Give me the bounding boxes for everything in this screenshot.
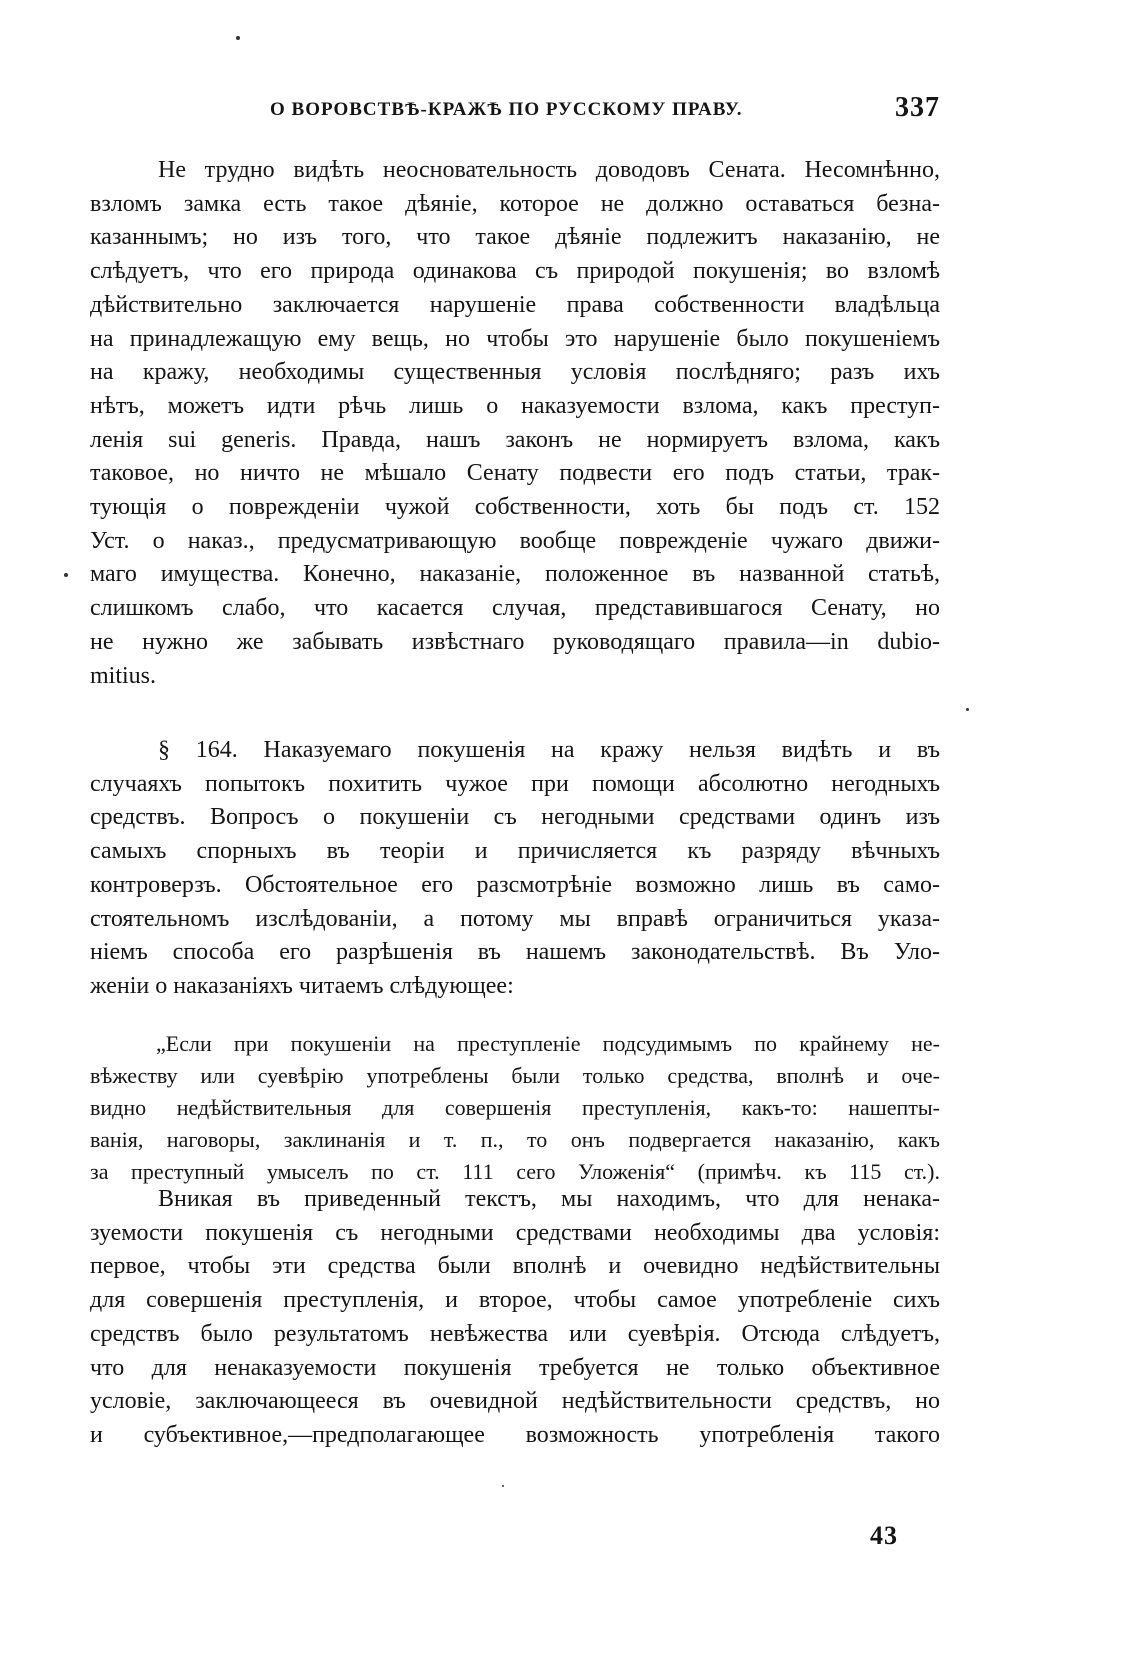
text-line: условіе, заключающееся въ очевидной недѣйствительности средствъ, но: [90, 1388, 940, 1415]
text-line: стоятельномъ изслѣдованіи, а потому мы вправѣ ограничиться указа-: [90, 905, 940, 932]
quoted-law-text: [90, 1028, 940, 1188]
text-line: слѣдуетъ, что его природа одинакова съ природой покушенія; во взломѣ: [90, 258, 940, 285]
text-line: дѣйствительно заключается нарушеніе права собственности владѣльца: [90, 291, 940, 318]
text-line: слишкомъ слабо, что касается случая, представившагося Сенату, но: [90, 595, 940, 622]
printing-speck: [502, 1485, 504, 1487]
printing-speck: [236, 36, 240, 40]
printing-speck: [64, 573, 68, 577]
paragraph-senate-arguments: [90, 154, 940, 693]
text-line: для совершенія преступленія, и второе, чтобы самое употребленіе сихъ: [90, 1287, 940, 1314]
text-line: самыхъ спорныхъ въ теоріи и причисляется къ разряду вѣчныхъ: [90, 838, 940, 865]
text-line: на кражу, необходимы существенныя условія послѣдняго; разъ ихъ: [90, 359, 940, 386]
text-line: Вникая въ приведенный текстъ, мы находимъ, что для ненака-: [158, 1186, 940, 1212]
text-line: казаннымъ; но изъ того, что такое дѣяніе подлежитъ наказанію, не: [90, 224, 940, 251]
text-line: Уст. о наказ., предусматривающую вообще поврежденіе чужаго движи-: [90, 527, 940, 554]
text-line: контроверзъ. Обстоятельное его разсмотрѣніе возможно лишь въ само-: [90, 871, 940, 898]
text-line: на принадлежащую ему вещь, но чтобы это нарушеніе было покушеніемъ: [90, 325, 940, 352]
paragraph-analysis: [90, 1183, 940, 1453]
printing-speck: [966, 708, 969, 711]
text-line: ленія sui generis. Правда, нашъ законъ не нормируетъ взлома, какъ: [90, 426, 940, 453]
text-line: случаяхъ попытокъ похитить чужое при помощи абсолютно негодныхъ: [90, 770, 940, 797]
text-line: женіи о наказаніяхъ читаемъ слѣдующее:: [90, 972, 514, 999]
text-line: средствъ было результатомъ невѣжества или суевѣрія. Отсюда слѣдуетъ,: [90, 1320, 940, 1347]
quote-line: вѣжеству или суевѣрію употреблены были только средства, вполнѣ и оче-: [90, 1063, 940, 1088]
quote-line: „Если при покушеніи на преступленіе подсудимымъ по крайнему не-: [156, 1031, 940, 1056]
quote-line: ванія, наговоры, заклинанія и т. п., то онъ подвергается наказанію, какъ: [90, 1127, 940, 1152]
running-title: О ВОРОВСТВѢ-КРАЖѢ ПО РУССКОМУ ПРАВУ.: [270, 99, 743, 120]
signature-mark: 43: [870, 1521, 898, 1550]
paragraph-section-164: [90, 734, 940, 1004]
text-line: тующія о поврежденіи чужой собственности, хоть бы подъ ст. 152: [90, 494, 940, 521]
text-line: не нужно же забывать извѣстнаго руководящаго правила—in dubio-: [90, 628, 940, 655]
page-header: [90, 91, 940, 133]
text-line: нѣтъ, можетъ идти рѣчь лишь о наказуемости взлома, какъ преступ-: [90, 392, 940, 419]
text-line: таковое, но ничто не мѣшало Сенату подвести его подъ статьи, трак-: [90, 460, 940, 487]
quote-line: видно недѣйствительныя для совершенія преступленія, какъ-то: нашепты-: [90, 1095, 940, 1120]
text-line: зуемости покушенія съ негодными средствами необходимы два условія:: [90, 1219, 940, 1246]
text-line: средствъ. Вопросъ о покушеніи съ негодными средствами одинъ изъ: [90, 804, 940, 831]
quote-line: за преступный умыселъ по ст. 111 сего Уложенія“ (примѣч. къ 115 ст.).: [90, 1159, 940, 1184]
text-line: § 164. Наказуемаго покушенія на кражу нельзя видѣть и въ: [158, 737, 940, 763]
text-line: взломъ замка есть такое дѣяніе, которое не должно оставаться безна-: [90, 190, 940, 217]
text-line: первое, чтобы эти средства были вполнѣ и очевидно недѣйствительны: [90, 1253, 940, 1280]
text-line: маго имущества. Конечно, наказаніе, положенное въ названной статьѣ,: [90, 561, 940, 588]
text-line: ніемъ способа его разрѣшенія въ нашемъ законодательствѣ. Въ Уло-: [90, 939, 940, 966]
page-number: 337: [895, 92, 940, 123]
text-line: и субъективное,—предполагающее возможность употребленія такого: [90, 1421, 940, 1448]
text-line: mitius.: [90, 662, 157, 689]
text-line: что для ненаказуемости покушенія требуется не только объективное: [90, 1354, 940, 1381]
text-line: Не трудно видѣть неосновательность доводовъ Сената. Несомнѣнно,: [158, 157, 940, 183]
